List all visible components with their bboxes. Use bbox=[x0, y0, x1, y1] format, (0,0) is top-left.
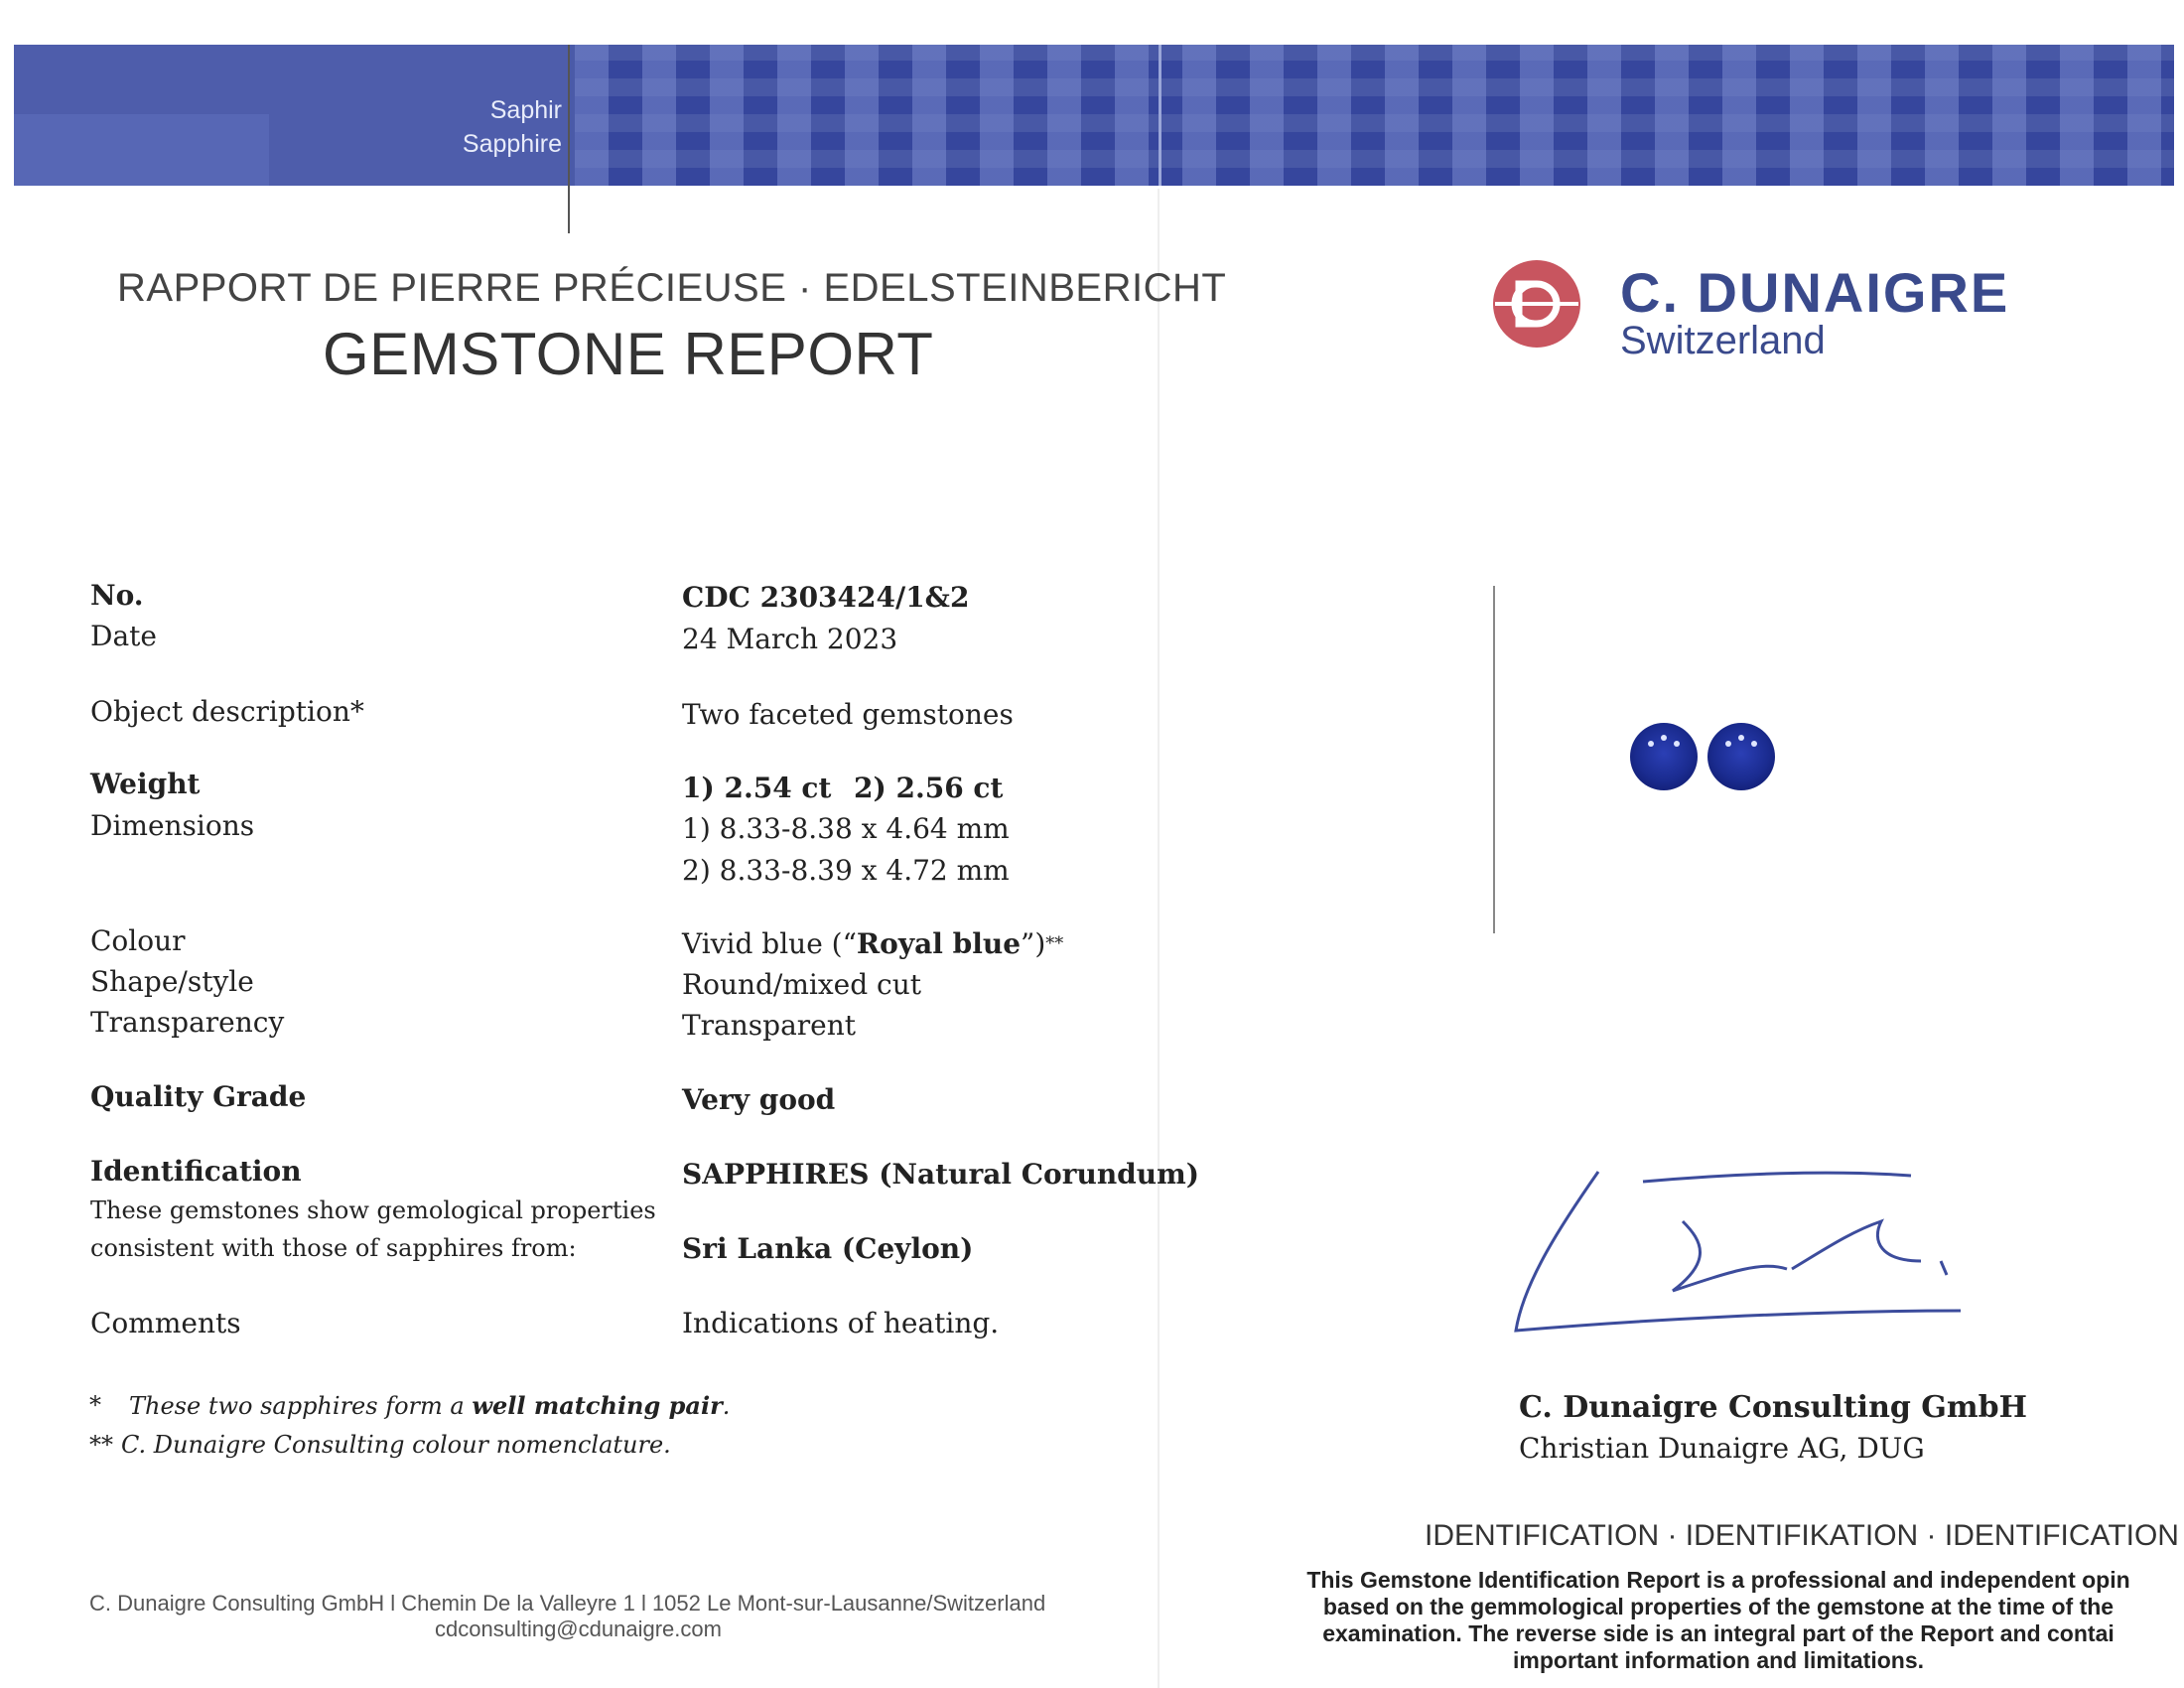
address-footer bbox=[89, 1591, 1082, 1642]
object-label: Object description* bbox=[90, 695, 364, 728]
comments-value: Indications of heating. bbox=[682, 1307, 1000, 1339]
disclaimer-line-4: important information and limitations. bbox=[1513, 1647, 1924, 1673]
colour-value-bold: Royal blue bbox=[856, 927, 1022, 960]
logo-country: Switzerland bbox=[1620, 319, 1826, 362]
footnote-2: C. Dunaigre Consulting colour nomenclature. bbox=[121, 1431, 671, 1459]
identification-label: Identification bbox=[90, 1155, 302, 1188]
gemstone-2 bbox=[1707, 723, 1775, 790]
banner-divider bbox=[568, 45, 570, 233]
footnote-1-mark: * bbox=[89, 1391, 101, 1419]
dimensions-1-value: 1) 8.33-8.38 x 4.64 mm bbox=[682, 812, 1010, 845]
logo-text bbox=[1620, 260, 2009, 363]
dimensions-2-value: 2) 8.33-8.39 x 4.72 mm bbox=[682, 854, 1010, 887]
company-name: C. Dunaigre Consulting GmbH bbox=[1519, 1390, 2027, 1425]
logo-name: C. DUNAIGRE bbox=[1620, 261, 2010, 324]
colour-value bbox=[682, 927, 1063, 960]
report-subtitle: RAPPORT DE PIERRE PRÉCIEUSE · EDELSTEINBERICHT bbox=[117, 266, 1227, 310]
weight-label: Weight bbox=[90, 768, 201, 800]
footnote-1-bold: well matching pair bbox=[472, 1391, 723, 1420]
banner-pattern bbox=[575, 45, 2174, 186]
disclaimer bbox=[1253, 1567, 2184, 1674]
object-value: Two faceted gemstones bbox=[682, 698, 1014, 731]
quality-value: Very good bbox=[682, 1083, 836, 1116]
colour-footnote-mark: ** bbox=[1045, 933, 1064, 954]
email-line: cdconsulting@cdunaigre.com bbox=[435, 1617, 722, 1641]
quality-label: Quality Grade bbox=[90, 1080, 307, 1113]
footnote-1-end: . bbox=[722, 1392, 731, 1420]
page-fold bbox=[1158, 189, 1160, 1688]
date-label: Date bbox=[90, 620, 157, 652]
weight-2-value: 2) 2.56 ct bbox=[854, 772, 1004, 804]
colour-label: Colour bbox=[90, 924, 186, 957]
no-label: No. bbox=[90, 579, 144, 612]
disclaimer-line-2: based on the gemmological properties of the gemstone at the time of the bbox=[1322, 1594, 2115, 1619]
signatory-name: Christian Dunaigre AG, DUG bbox=[1519, 1432, 1925, 1465]
banner-fold bbox=[1159, 45, 1161, 186]
identification-note-2: consistent with those of sapphires from: bbox=[90, 1234, 577, 1262]
identification-note-1: These gemstones show gemological properties bbox=[90, 1196, 656, 1224]
shape-value: Round/mixed cut bbox=[682, 968, 922, 1001]
cd-logo-icon bbox=[1489, 256, 1584, 352]
address-line: C. Dunaigre Consulting GmbH l Chemin De la Valleyre 1 l 1052 Le Mont-sur-Lausanne/Switzerland bbox=[89, 1591, 1046, 1616]
origin-value: Sri Lanka (Ceylon) bbox=[682, 1232, 974, 1265]
comments-label: Comments bbox=[90, 1307, 241, 1339]
identification-value: SAPPHIRES (Natural Corundum) bbox=[682, 1158, 1199, 1191]
disclaimer-line-1: This Gemstone Identification Report is a professional and independent opin bbox=[1306, 1567, 2130, 1593]
report-title: GEMSTONE REPORT bbox=[323, 321, 934, 387]
top-banner bbox=[14, 45, 2174, 186]
shape-label: Shape/style bbox=[90, 965, 254, 998]
gemstone-photo bbox=[1493, 586, 1892, 933]
no-value: CDC 2303424/1&2 bbox=[682, 581, 970, 614]
dimensions-label: Dimensions bbox=[90, 809, 255, 842]
colour-value-pre: Vivid blue (“ bbox=[682, 927, 857, 960]
colour-value-post: ”) bbox=[1021, 927, 1046, 960]
footnote-1-text: These two sapphires form a bbox=[129, 1392, 473, 1420]
disclaimer-line-3: examination. The reverse side is an integral part of the Report and contai bbox=[1322, 1620, 2115, 1646]
banner-plain-area bbox=[14, 45, 570, 186]
footnote-2-mark: ** bbox=[89, 1431, 113, 1459]
gemstone-1 bbox=[1630, 723, 1698, 790]
transparency-label: Transparency bbox=[90, 1006, 285, 1039]
banner-label-en: Sapphire bbox=[462, 130, 562, 158]
weight-1-value: 1) 2.54 ct bbox=[682, 772, 832, 804]
banner-label-fr: Saphir bbox=[489, 96, 562, 124]
identification-heading: IDENTIFICATION · IDENTIFIKATION · IDENTIFICATION bbox=[1425, 1519, 2179, 1552]
transparency-value: Transparent bbox=[682, 1009, 857, 1042]
date-value: 24 March 2023 bbox=[682, 623, 898, 655]
signature bbox=[1504, 1162, 1980, 1360]
footnote-1 bbox=[129, 1391, 730, 1420]
